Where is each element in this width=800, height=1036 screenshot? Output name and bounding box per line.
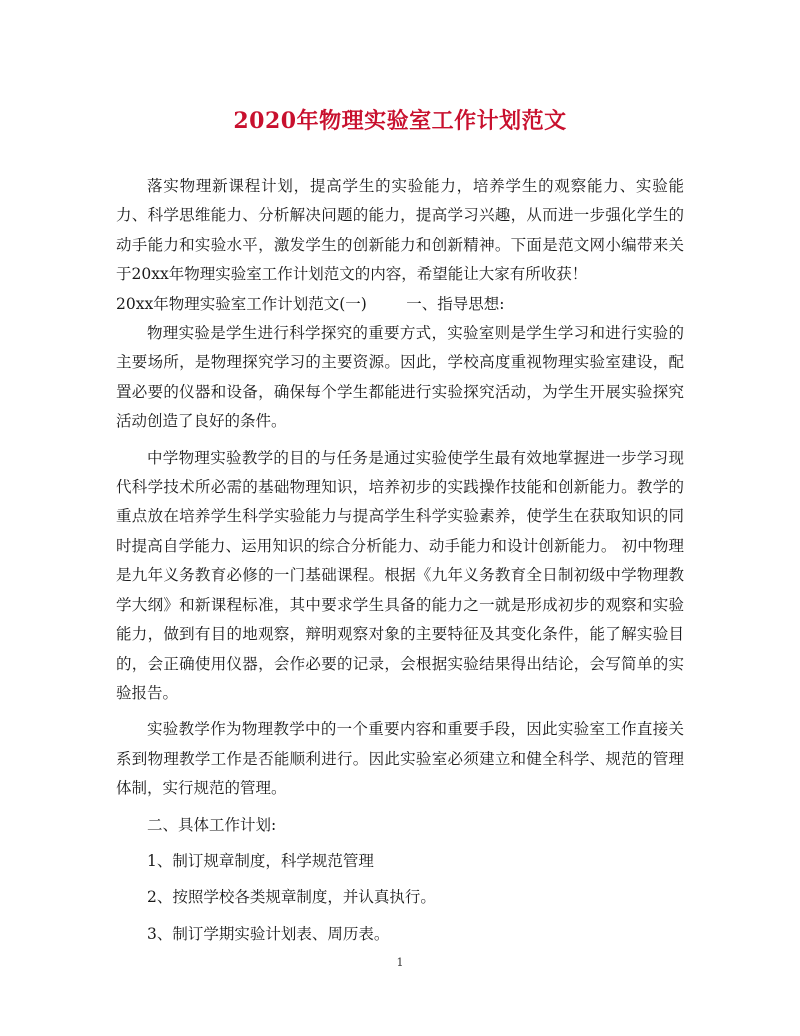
list-item: 3、制订学期实验计划表、周历表。 <box>147 924 390 943</box>
section-one-heading: 一、指导思想: <box>406 294 505 313</box>
body-paragraph: 实验教学作为物理教学中的一个重要内容和重要手段，因此实验室工作直接关系到物理教学工作是否能顺利进行。因此实验室必须建立和健全科学、规范的管理体制，实行规范的管理。 <box>116 720 684 798</box>
list-item: 1、制订规章制度，科学规范管理 <box>147 851 374 870</box>
document-title: 2020年物理实验室工作计划范文 <box>233 108 567 134</box>
body-paragraph: 物理实验是学生进行科学探究的重要方式，实验室则是学生学习和进行实验的主要场所，是物理探究学习的主要资源。因此，学校高度重视物理实验室建设，配置必要的仪器和设备，确保每个学生都能进行实验探究活动，为学生开展实验探究活动创造了良好的条件。 <box>116 324 684 431</box>
body-paragraph: 中学物理实验教学的目的与任务是通过实验使学生最有效地掌握进一步学习现代科学技术所必需的基础物理知识，培养初步的实践操作技能和创新能力。教学的重点放在培养学生科学实验能力与提高学生科学实验素养，使学生在获取知识的同时提高自学能力、运用知识的综合分析能力、动手能力和设计创新能力。 初中物理是九年义务教育必修的一门基础课程。根据《九年义务教育全日制初级中学物理教学大纲》和新课程标准，其中要求学生具备的能力之一就是形成初步的观察和实验能力，做到有目的地观察，辩明观察对象的主要特征及其变化条件，能了解实验目的，会正确使用仪器，会作必要的记录，会根据实验结果得出结论，会写简单的实验报告。 <box>116 448 684 702</box>
intro-paragraph: 落实物理新课程计划，提高学生的实验能力，培养学生的观察能力、实验能力、科学思维能力、分析解决问题的能力，提高学习兴趣，从而进一步强化学生的动手能力和实验水平，激发学生的创新能力和创新精神。下面是范文网小编带来关于20xx年物理实验室工作计划范文的内容，希望能让大家有所收获！ <box>116 177 684 284</box>
list-item: 2、按照学校各类规章制度，并认真执行。 <box>147 888 436 907</box>
subtitle-line <box>116 290 684 319</box>
subtitle-text: 20xx年物理实验室工作计划范文(一) <box>116 294 367 313</box>
page-number: 1 <box>396 956 404 969</box>
document-body <box>116 172 684 949</box>
section-two-heading: 二、具体工作计划: <box>147 815 277 834</box>
